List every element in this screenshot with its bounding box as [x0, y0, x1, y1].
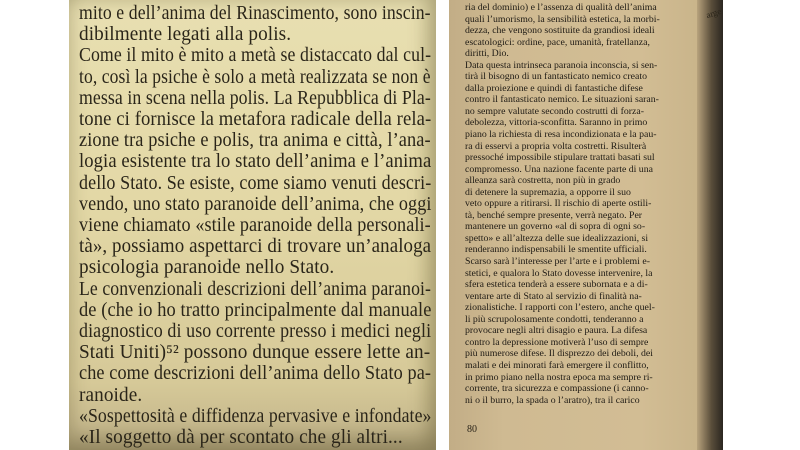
right-line: dalla proiezione e quindi di fantastiche difese	[465, 82, 643, 94]
left-page-text	[79, 3, 436, 448]
right-line: quali l’umorismo, la sensibilità estetica, la morbi-	[465, 13, 660, 25]
left-page-photo	[69, 0, 436, 450]
right-line: di detenere la supremazia, a opporre il suo	[465, 186, 631, 198]
right-line: ventare arte di Stato al servizio di finalità na-	[465, 290, 642, 302]
right-line: spetto» e all’altezza delle sue idealizzazioni, si	[465, 232, 649, 244]
right-line: Data questa intrinseca paranoia inconscia, si sen-	[465, 59, 658, 71]
right-line: diritti, Dio.	[465, 48, 509, 60]
corner-text: arge	[704, 5, 723, 21]
left-line: dibilmente legati alla polis.	[79, 24, 292, 46]
page-number: 80	[467, 424, 477, 435]
right-line: ria del dominio) e l’assenza di qualità dell’anima	[465, 2, 657, 13]
right-line: malati e dei minorati farà emergere il conflitto,	[465, 359, 649, 371]
right-line: pressoché impossibile stipulare trattati basati sul	[465, 152, 655, 164]
left-line: «Sospettosità e diffidenza pervasive e infondate»	[79, 405, 432, 427]
right-page-photo	[449, 0, 723, 450]
left-line: ranoide.	[79, 384, 143, 406]
left-line: psicologia paranoide nello Stato.	[79, 257, 335, 279]
left-line: Le convenzionali descrizioni dell’anima paranoi-	[79, 278, 432, 300]
right-line: piano la richiesta di resa incondizionata e la pau-	[465, 129, 657, 141]
left-line: viene chiamato «stile paranoide della personali-	[79, 215, 431, 237]
right-line: Scarso sarà l’interesse per l’arte e i problemi e-	[465, 256, 650, 268]
right-line: compromesso. Una nazione facente parte di una	[465, 163, 653, 175]
right-line: debolezza, vittoria-sconfitta. Saranno in primo	[465, 117, 648, 129]
right-line: più numerose difese. Il disprezzo dei deboli, dei	[465, 348, 653, 360]
right-line: corrente, tra sicurezza e compassione (i canno-	[465, 383, 649, 395]
right-line: sfera estetica tenderà a essere subornata e a di-	[465, 279, 648, 291]
left-line: tà», possiamo aspettarci di trovare un’analoga	[79, 236, 432, 258]
left-line: «Il soggetto dà per scontato che gli altri...	[79, 427, 403, 449]
left-line: to, così la psiche è solo a metà realizzata se non è	[79, 66, 431, 88]
right-line: mantenere un governo «al di sopra di ogni so-	[465, 221, 646, 233]
left-line: mito e dell’anima del Rinascimento, sono inscin-	[79, 3, 431, 24]
left-line: logia esistente tra lo stato dell’anima e l’anima	[79, 151, 432, 173]
left-line: Stati Uniti)⁵² possono dunque essere lette an-	[79, 342, 431, 364]
left-line: vendo, uno stato paranoide dell’anima, che oggi	[79, 193, 432, 215]
right-line: tirà il bisogno di un fantasticato nemico creato	[465, 71, 648, 83]
right-line: li più scrupolosamente condotti, tenderanno a	[465, 313, 644, 325]
right-line: stetici, e qualora lo Stato dovesse intervenire, la	[465, 267, 653, 279]
right-line: zionalistiche. I rapporti con l’estero, anche quel-	[465, 302, 655, 314]
right-line: no sempre valutate secondo costrutti di forza-	[465, 105, 644, 117]
right-page-text	[465, 2, 703, 406]
left-line: Come il mito è mito a metà se distaccato dal cul-	[79, 45, 432, 67]
right-line: escatologici: ordine, pace, umanità, fratellanza,	[465, 36, 650, 48]
right-line: ni o il burro, la spada o l’aratro), tra il carico	[465, 394, 640, 406]
right-line: contro il fantasticato nemico. Le situazioni saran-	[465, 94, 659, 106]
right-line: veto oppure a ritirarsi. Il rischio di aperte ostili-	[465, 198, 652, 210]
left-line: messa in scena nella polis. La Repubblica di Pla-	[79, 87, 431, 109]
right-line: contro la depressione motiverà l’uso di sempre	[465, 336, 649, 348]
left-line: diagnostico di uso corrente presso i medici negli	[79, 321, 432, 343]
right-line: alleanza sarà costretta, non più in grado	[465, 175, 621, 187]
right-line: renderanno indispensabili le smentite ufficiali.	[465, 244, 647, 256]
right-line: tà, benché sempre presente, verrà negato. Per	[465, 209, 643, 221]
right-line: dezza, che vengono sostituite da grandiosi ideali	[465, 25, 655, 37]
right-line: provocare negli altri disagio e paura. La difesa	[465, 325, 648, 337]
right-line: in primo piano nella nostra epoca ma sempre ri-	[465, 371, 653, 383]
left-line: tone ci fornisce la metafora radicale della rela-	[79, 109, 432, 131]
right-line: ra di esservi a propria volta costretti. Risulterà	[465, 140, 647, 152]
left-line: che come descrizioni dell’anima dello Stato pa-	[79, 363, 432, 385]
left-line: dello Stato. Se esiste, come siamo venuti descri-	[79, 172, 432, 194]
left-line: zione tra psiche e polis, tra anima e città, l’ana-	[79, 130, 431, 152]
left-line: de (che io ho tratto principalmente dal manuale	[79, 299, 432, 321]
